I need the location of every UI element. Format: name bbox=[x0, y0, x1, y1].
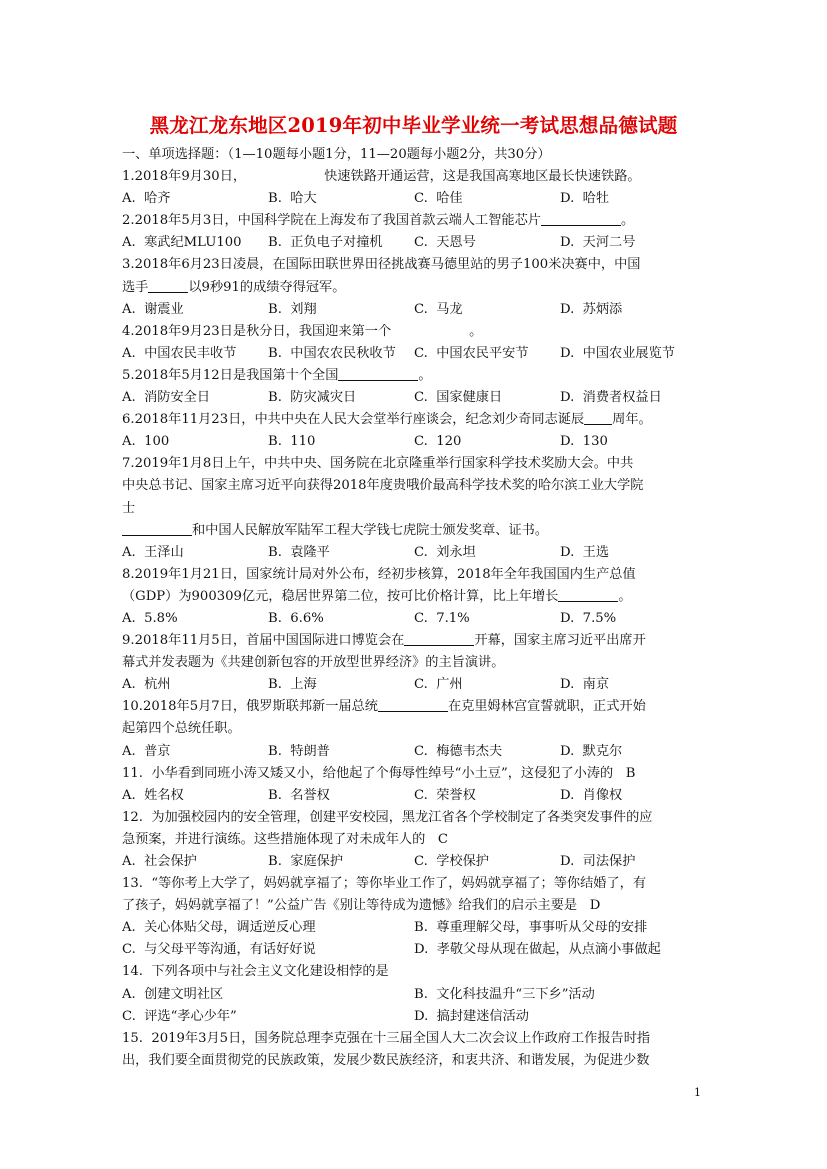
option-a[interactable]: A. 寒武纪MLU100 bbox=[122, 235, 242, 251]
question-10-options bbox=[122, 741, 707, 763]
question-12-options bbox=[122, 851, 707, 873]
option-c[interactable]: C. 哈佳 bbox=[414, 191, 463, 207]
question-2-stem: 2.2018年5月3日，中国科学院在上海发布了我国首款云端人工智能芯片 。 bbox=[122, 210, 707, 232]
question-9-stem-cont: 幕式并发表题为《共建创新包容的开放型世界经济》的主旨演讲。 bbox=[122, 655, 505, 671]
option-c[interactable]: C. 梅德韦杰夫 bbox=[414, 743, 503, 759]
option-a[interactable]: A. 普京 bbox=[122, 743, 171, 759]
option-c[interactable]: C. 学校保护 bbox=[414, 854, 489, 869]
option-b[interactable]: B. 6.6% bbox=[268, 610, 324, 626]
option-a[interactable]: A. 消防安全日 bbox=[122, 390, 211, 406]
option-b[interactable]: B. 文化科技温升“三下乡”活动 bbox=[414, 986, 595, 1002]
option-a[interactable]: A. 创建文明社区 bbox=[122, 986, 224, 1002]
question-7-stem-cont: 中央总书记、国家主席习近平向获得2018年度贵哦价最高科学技术奖的哈尔滨工业大学院 bbox=[122, 478, 644, 494]
option-c[interactable]: C. 7.1% bbox=[414, 610, 470, 626]
question-6-options bbox=[122, 431, 707, 453]
question-12-stem-cont: 急预案，并进行演练。这些措施体现了对未成年人的 C bbox=[122, 831, 448, 847]
question-9-options bbox=[122, 674, 707, 696]
question-13-options-row1 bbox=[122, 917, 707, 939]
option-c[interactable]: C. 120 bbox=[414, 434, 462, 450]
question-1-options bbox=[122, 188, 707, 210]
option-c[interactable]: C. 国家健康日 bbox=[414, 390, 503, 406]
option-a[interactable]: A. 杭州 bbox=[122, 677, 171, 693]
option-d[interactable]: D. 司法保护 bbox=[560, 854, 636, 869]
question-3-stem: 3.2018年6月23日凌晨，在国际田联世界田径挑战赛马德里站的男子100米决赛中，中国 bbox=[122, 257, 641, 273]
page-title: 黑龙江龙东地区2019年初中毕业学业统一考试思想品德试题 bbox=[149, 114, 678, 137]
page-number: 1 bbox=[694, 1086, 701, 1099]
question-7-stem: 7.2019年1月8日上午，中共中央、国务院在北京隆重举行国家科学技术奖励大会。中共 bbox=[122, 456, 634, 472]
option-c[interactable]: C. 马龙 bbox=[414, 301, 463, 317]
option-a[interactable]: A. 姓名权 bbox=[122, 787, 184, 803]
question-10-stem-cont: 起第四个总统任职。 bbox=[122, 721, 241, 737]
option-b[interactable]: B. 上海 bbox=[268, 677, 317, 693]
option-b[interactable]: B. 名誉权 bbox=[268, 787, 330, 803]
question-4-stem: 4.2018年9月23日是秋分日，我国迎来第一个 。 bbox=[122, 323, 483, 339]
option-d[interactable]: D. 肖像权 bbox=[560, 787, 623, 803]
question-11-options bbox=[122, 785, 707, 807]
option-b[interactable]: B. 刘翔 bbox=[268, 301, 317, 317]
question-3-stem-cont: 选手 以9秒91的成绩夺得冠军。 bbox=[122, 277, 707, 299]
question-1-stem: 1.2018年9月30日， 快速铁路开通运营，这是我国高寒地区最长快速铁路。 bbox=[122, 169, 641, 185]
answer-blank bbox=[122, 520, 192, 536]
question-11-stem: 11. 小华看到同班小涛又矮又小，给他起了个侮辱性绰号“小土豆”，这侵犯了小涛的 B bbox=[122, 765, 636, 781]
option-a[interactable]: A. 社会保护 bbox=[122, 854, 197, 869]
question-4-options bbox=[122, 343, 707, 365]
option-b[interactable]: B. 110 bbox=[268, 434, 316, 450]
option-a[interactable]: A. 关心体贴父母，调适逆反心理 bbox=[122, 920, 316, 936]
option-d[interactable]: D. 消费者权益日 bbox=[560, 390, 662, 406]
question-7-stem-cont: 和中国人民解放军陆军工程大学钱七虎院士颁发奖章、证书。 bbox=[122, 520, 707, 542]
option-d[interactable]: D. 搞封建迷信活动 bbox=[414, 1008, 529, 1024]
option-b[interactable]: B. 家庭保护 bbox=[268, 854, 344, 869]
question-12-stem: 12. 为加强校园内的安全管理，创建平安校园，黑龙江省各个学校制定了各类突发事件的应 bbox=[122, 809, 653, 825]
section-heading: 一、单项选择题：（1—10题每小题1分，11—20题每小题2分，共30分） bbox=[122, 147, 551, 162]
question-10-stem: 10.2018年5月7日，俄罗斯联邦新一届总统 在克里姆林宫宣誓就职，正式开始 bbox=[122, 696, 707, 718]
question-8-options bbox=[122, 608, 707, 630]
question-13-options-row2 bbox=[122, 939, 707, 961]
option-a[interactable]: A. 哈齐 bbox=[122, 191, 171, 207]
question-2-options bbox=[122, 232, 707, 254]
option-c[interactable]: C. 与父母平等沟通，有话好好说 bbox=[122, 942, 316, 958]
option-d[interactable]: D. 苏炳添 bbox=[560, 301, 623, 317]
option-d[interactable]: D. 130 bbox=[560, 434, 608, 450]
option-b[interactable]: B. 特朗普 bbox=[268, 743, 330, 759]
question-7-options bbox=[122, 542, 707, 564]
option-b[interactable]: B. 中国农农民秋收节 bbox=[268, 345, 396, 361]
option-c[interactable]: C. 刘永坦 bbox=[414, 544, 476, 560]
option-c[interactable]: C. 广州 bbox=[414, 677, 463, 693]
question-8-stem: 8.2019年1月21日，国家统计局对外公布，经初步核算，2018年全年我国国内生产总值 bbox=[122, 566, 636, 582]
option-a[interactable]: A. 王泽山 bbox=[122, 544, 184, 560]
option-c[interactable]: C. 中国农民平安节 bbox=[414, 345, 529, 361]
question-13-stem: 13. “等你考上大学了，妈妈就享福了；等你毕业工作了，妈妈就享福了；等你结婚了，有 bbox=[122, 876, 647, 892]
answer-blank bbox=[378, 696, 448, 712]
answer-blank bbox=[404, 630, 474, 646]
question-15-stem-cont: 出，我们要全面贯彻党的民族政策，发展少数民族经济，和衷共济、和谐发展，为促进少数 bbox=[122, 1052, 650, 1068]
option-d[interactable]: D. 默克尔 bbox=[560, 743, 623, 759]
answer-blank bbox=[541, 210, 621, 226]
answer-blank bbox=[558, 586, 618, 602]
option-d[interactable]: D. 哈牡 bbox=[560, 191, 610, 207]
question-14-stem: 14. 下列各项中与社会主义文化建设相悖的是 bbox=[122, 964, 389, 980]
option-d[interactable]: D. 中国农业展览节 bbox=[560, 345, 675, 361]
option-d[interactable]: D. 天河二号 bbox=[560, 235, 636, 251]
question-7-stem-cont: 士 bbox=[122, 500, 136, 516]
option-b[interactable]: B. 哈大 bbox=[268, 191, 317, 207]
question-15-stem: 15. 2019年3月5日，国务院总理李克强在十三届全国人大二次会议上作政府工作报告时指 bbox=[122, 1030, 651, 1046]
option-b[interactable]: B. 袁隆平 bbox=[268, 544, 330, 560]
question-9-stem: 9.2018年11月5日，首届中国国际进口博览会在 开幕，国家主席习近平出席开 bbox=[122, 630, 707, 652]
question-5-options bbox=[122, 387, 707, 409]
question-3-options bbox=[122, 299, 707, 321]
option-c[interactable]: C. 评选“孝心少年” bbox=[122, 1008, 237, 1024]
question-14-options-row1 bbox=[122, 984, 707, 1006]
answer-blank bbox=[148, 277, 188, 293]
question-6-stem: 6.2018年11月23日，中共中央在人民大会堂举行座谈会，纪念刘少奇同志诞辰 周年。 bbox=[122, 409, 707, 431]
option-d[interactable]: D. 孝敬父母从现在做起，从点滴小事做起 bbox=[414, 942, 661, 958]
option-b[interactable]: B. 防灾减灾日 bbox=[268, 390, 357, 406]
question-8-stem-cont: （GDP）为900309亿元，稳居世界第二位，按可比价格计算，比上年增长 。 bbox=[122, 586, 707, 608]
option-a[interactable]: A. 中国农民丰收节 bbox=[122, 345, 237, 361]
question-14-options-row2 bbox=[122, 1006, 707, 1028]
answer-blank bbox=[584, 409, 612, 425]
option-a[interactable]: A. 100 bbox=[122, 434, 170, 450]
option-d[interactable]: D. 南京 bbox=[560, 677, 610, 693]
option-b[interactable]: B. 正负电子对撞机 bbox=[268, 235, 383, 251]
option-a[interactable]: A. 5.8% bbox=[122, 610, 178, 626]
question-13-stem-cont: 了孩子，妈妈就享福了！”公益广告《别让等待成为遗憾》给我们的启示主要是 D bbox=[122, 898, 601, 914]
option-b[interactable]: B. 尊重理解父母，事事听从父母的安排 bbox=[414, 920, 648, 936]
question-5-stem: 5.2018年5月12日是我国第十个全国 。 bbox=[122, 365, 707, 387]
question-content bbox=[122, 144, 707, 1072]
option-a[interactable]: A. 谢震业 bbox=[122, 301, 184, 317]
option-d[interactable]: D. 王选 bbox=[560, 544, 610, 560]
option-d[interactable]: D. 7.5% bbox=[560, 610, 617, 626]
answer-blank bbox=[338, 365, 418, 381]
option-c[interactable]: C. 荣誉权 bbox=[414, 787, 476, 803]
option-c[interactable]: C. 天恩号 bbox=[414, 235, 476, 251]
